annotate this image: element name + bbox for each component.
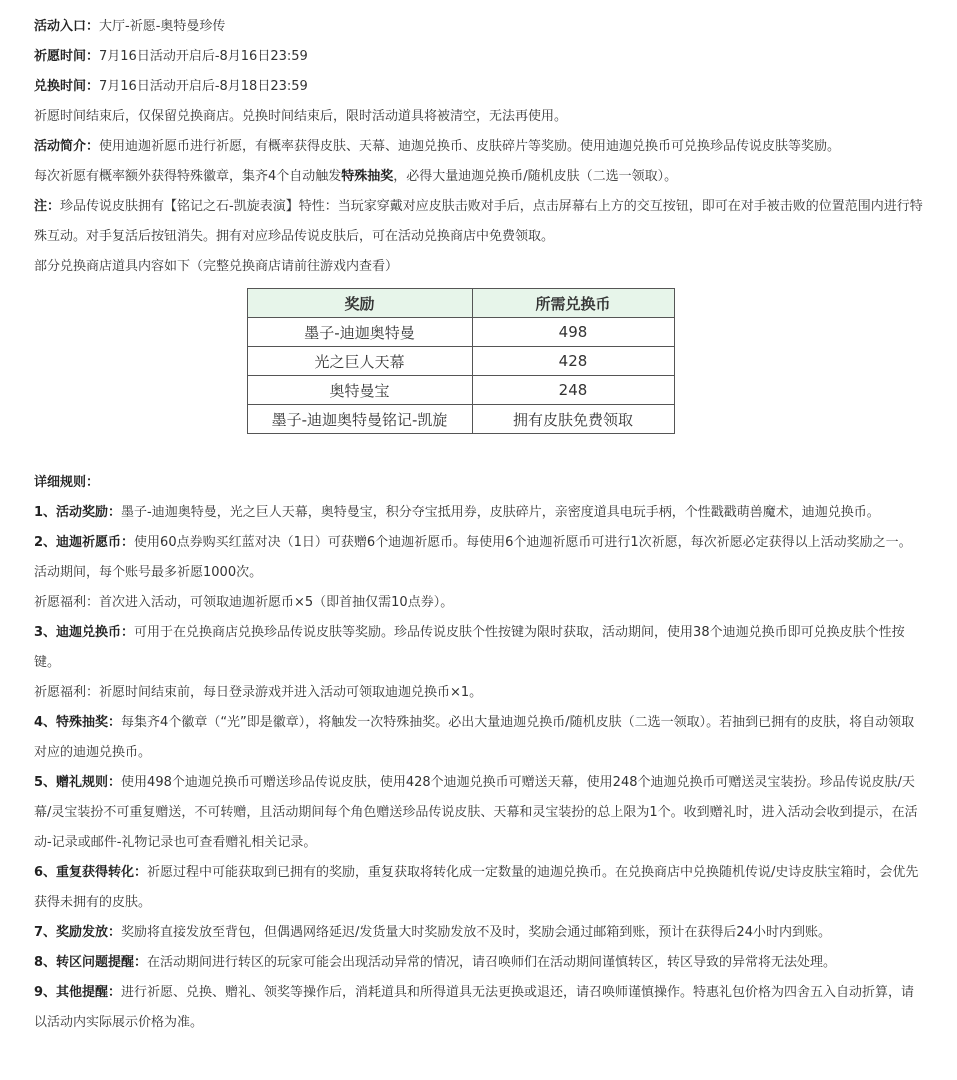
rule-label: 2、迪迦祈愿币：: [34, 535, 135, 550]
summary-line: [34, 132, 923, 162]
badge-line: [34, 162, 923, 192]
rule-8: [34, 948, 923, 978]
rule-text: 在活动期间进行转区的玩家可能会出现活动异常的情况，请召唤师们在活动期间谨慎转区，转区导致的异常将无法处理。: [147, 955, 837, 970]
table-header-row: [247, 289, 674, 318]
rule-7: [34, 918, 923, 948]
table-row: [247, 376, 674, 405]
reward-cell: 光之巨人天幕: [247, 347, 472, 376]
exchange-time-line: [34, 72, 923, 102]
header-cost: 所需兑换币: [472, 289, 674, 318]
shop-intro: 部分兑换商店道具内容如下（完整兑换商店请前往游戏内查看）: [34, 259, 399, 274]
summary-label: 活动简介：: [34, 139, 100, 154]
rule-label: 7、奖励发放：: [34, 925, 122, 940]
wish-time-line: [34, 42, 923, 72]
rule-text: 祈愿过程中可能获取到已拥有的奖励，重复获取将转化成一定数量的迪迦兑换币。在兑换商店中兑换随机传说/史诗皮肤宝箱时，会优先获得未拥有的皮肤。: [34, 865, 919, 910]
rule-6: [34, 858, 923, 918]
rule-text: 进行祈愿、兑换、赠礼、领奖等操作后，消耗道具和所得道具无法更换或退还，请召唤师谨慎操作。特惠礼包价格为四舍五入自动折算，请以活动内实际展示价格为准。: [34, 985, 915, 1030]
rule-label: 9、其他提醒：: [34, 985, 122, 1000]
entry-label: 活动入口：: [34, 19, 100, 34]
note-paragraph: [34, 192, 923, 252]
entry-line: [34, 12, 923, 42]
table-row: [247, 405, 674, 434]
rule-text: 每集齐4个徽章（“光”即是徽章），将触发一次特殊抽奖。必出大量迪迦兑换币/随机皮肤（二选一领取）。若抽到已拥有的皮肤，将自动领取对应的迪迦兑换币。: [34, 715, 915, 760]
badge-text-pre: 每次祈愿有概率额外获得特殊徽章，集齐4个自动触发: [34, 169, 342, 184]
cost-cell: 428: [472, 347, 674, 376]
notice-line: 祈愿时间结束后，仅保留兑换商店。兑换时间结束后，限时活动道具将被清空，无法再使用。: [34, 109, 568, 124]
note-label: 注：: [34, 199, 61, 214]
rule-label: 8、转区问题提醒：: [34, 955, 148, 970]
badge-text-bold: 特殊抽奖: [341, 169, 394, 184]
entry-text: 大厅-祈愿-奥特曼珍传: [99, 19, 226, 34]
rule-text: 使用60点券购买红蓝对决（1日）可获赠6个迪迦祈愿币。每使用6个迪迦祈愿币可进行1次祈愿，每次祈愿必定获得以上活动奖励之一。活动期间，每个账号最多祈愿1000次。: [34, 535, 912, 580]
rule-4: [34, 708, 923, 768]
shop-table-wrapper: [34, 288, 923, 434]
rule-3-benefit: 祈愿福利：祈愿时间结束前，每日登录游戏并进入活动可领取迪迦兑换币×1。: [34, 685, 483, 700]
cost-cell: 拥有皮肤免费领取: [472, 405, 674, 434]
rules-title: [34, 468, 923, 498]
summary-text: 使用迪迦祈愿币进行祈愿，有概率获得皮肤、天幕、迪迦兑换币、皮肤碎片等奖励。使用迪迦兑换币可兑换珍品传说皮肤等奖励。: [99, 139, 841, 154]
reward-cell: 奥特曼宝: [247, 376, 472, 405]
rule-label: 1、活动奖励：: [34, 505, 122, 520]
cost-cell: 248: [472, 376, 674, 405]
badge-text-post: ，必得大量迪迦兑换币/随机皮肤（二选一领取）。: [393, 169, 678, 184]
wish-time-label: 祈愿时间：: [34, 49, 100, 64]
rule-label: 5、赠礼规则：: [34, 775, 122, 790]
note-text: 珍品传说皮肤拥有【铭记之石-凯旋表演】特性：当玩家穿戴对应皮肤击败对手后，点击屏幕右上方的交互按钮，即可在对手被击败的位置范围内进行特殊互动。对手复活后按钮消失。拥有对应珍品传说皮肤后，可在活动兑换商店中免费领取。: [34, 199, 923, 244]
rule-text: 可用于在兑换商店兑换珍品传说皮肤等奖励。珍品传说皮肤个性按键为限时获取，活动期间，使用38个迪迦兑换币即可兑换皮肤个性按键。: [34, 625, 905, 670]
exchange-time-text: 7月16日活动开启后-8月18日23:59: [99, 79, 308, 94]
rule-9: [34, 978, 923, 1038]
table-row: [247, 318, 674, 347]
rule-3: [34, 618, 923, 678]
exchange-time-label: 兑换时间：: [34, 79, 100, 94]
reward-cell: 墨子-迪迦奥特曼铭记-凯旋: [247, 405, 472, 434]
rule-2: [34, 528, 923, 588]
rule-2-benefit: 祈愿福利：首次进入活动，可领取迪迦祈愿币×5（即首抽仅需10点券）。: [34, 595, 454, 610]
reward-cell: 墨子-迪迦奥特曼: [247, 318, 472, 347]
wish-time-text: 7月16日活动开启后-8月16日23:59: [99, 49, 308, 64]
header-reward: 奖励: [247, 289, 472, 318]
rule-label: 4、特殊抽奖：: [34, 715, 122, 730]
section-spacer: [34, 434, 923, 468]
rule-label: 6、重复获得转化：: [34, 865, 148, 880]
table-row: [247, 347, 674, 376]
rule-text: 墨子-迪迦奥特曼，光之巨人天幕，奥特曼宝，积分夺宝抵用券，皮肤碎片，亲密度道具电玩手柄，个性戳戳萌兽魔术，迪迦兑换币。: [121, 505, 880, 520]
cost-cell: 498: [472, 318, 674, 347]
rule-text: 使用498个迪迦兑换币可赠送珍品传说皮肤，使用428个迪迦兑换币可赠送天幕，使用248个迪迦兑换币可赠送灵宝装扮。珍品传说皮肤/天幕/灵宝装扮不可重复赠送，不可转赠，且活动期间每个角色赠送珍品传说皮肤、天幕和灵宝装扮的总上限为1个。收到赠礼时，进入活动会收到提示，在活动-记录或邮件-礼物记录也可查看赠礼相关记录。: [34, 775, 918, 850]
rules-title-text: 详细规则：: [34, 475, 100, 490]
rule-1: [34, 498, 923, 528]
rule-5: [34, 768, 923, 858]
shop-table: [247, 288, 675, 434]
rule-label: 3、迪迦兑换币：: [34, 625, 135, 640]
rule-text: 奖励将直接发放至背包，但偶遇网络延迟/发货量大时奖励发放不及时，奖励会通过邮箱到账，预计在获得后24小时内到账。: [121, 925, 831, 940]
